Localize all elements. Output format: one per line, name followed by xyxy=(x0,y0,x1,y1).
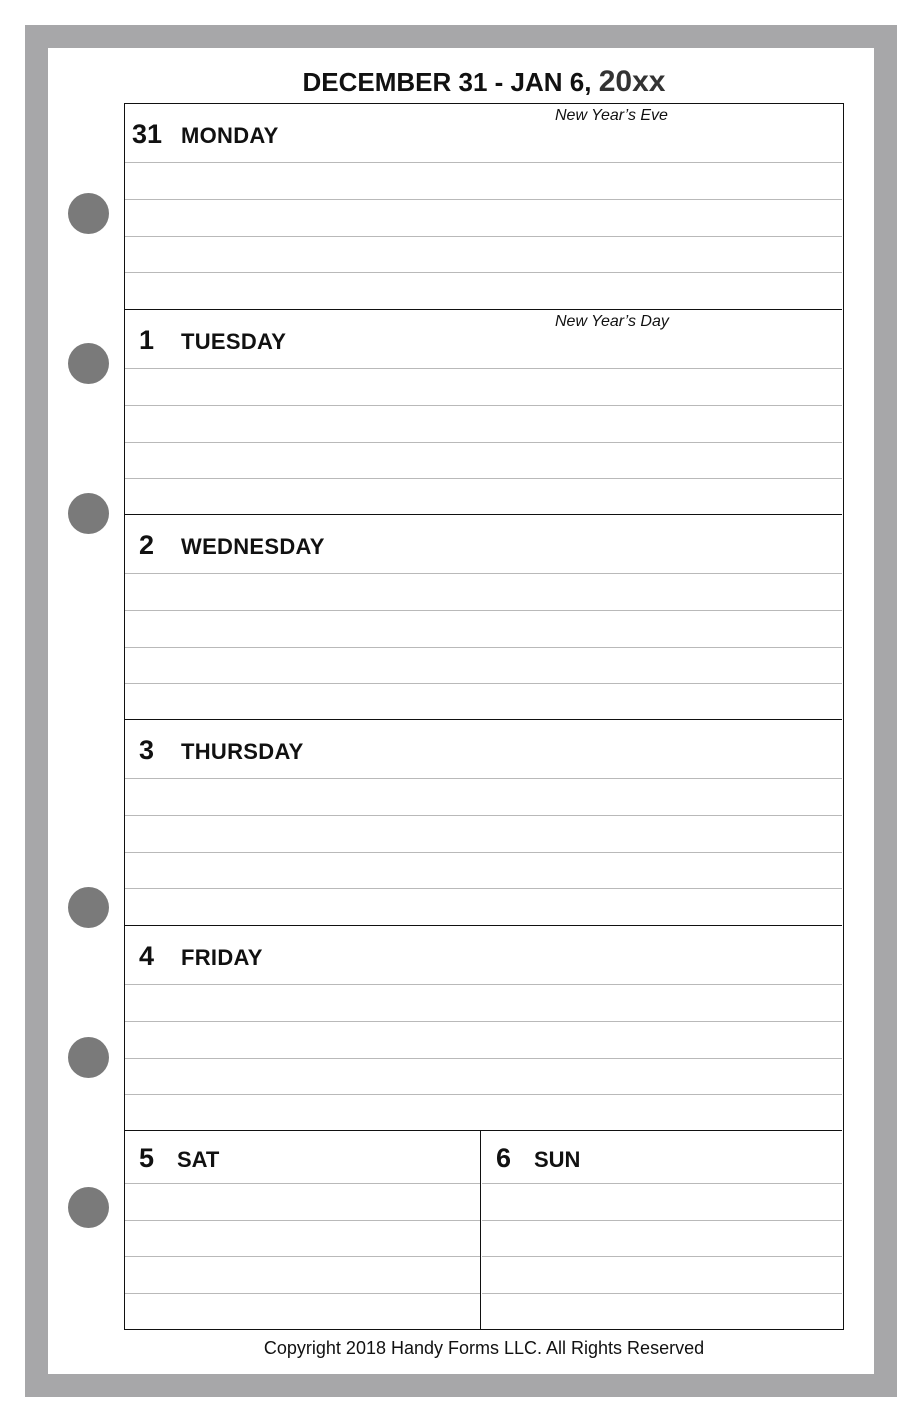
day-number: 2 xyxy=(139,530,155,560)
day-number: 1 xyxy=(139,325,155,355)
day-name: TUESDAY xyxy=(181,329,287,354)
writing-line[interactable] xyxy=(125,573,842,574)
binder-hole xyxy=(68,343,109,384)
weekend-block xyxy=(125,1130,842,1328)
writing-line[interactable] xyxy=(125,1256,480,1257)
day-block-thursday xyxy=(125,719,842,925)
writing-line[interactable] xyxy=(482,1183,842,1184)
day-header xyxy=(125,515,842,573)
writing-line[interactable] xyxy=(125,815,842,816)
day-header xyxy=(125,310,842,368)
page-title xyxy=(124,62,844,102)
day-block-wednesday xyxy=(125,514,842,719)
writing-line[interactable] xyxy=(125,984,842,985)
copyright-footer: Copyright 2018 Handy Forms LLC. All Rights Reserved xyxy=(263,1338,705,1358)
day-block-friday xyxy=(125,925,842,1130)
week-range: DECEMBER 31 - JAN 6, xyxy=(302,67,592,97)
writing-line[interactable] xyxy=(125,888,842,889)
holiday-label: New Year’s Eve xyxy=(555,107,668,124)
writing-line[interactable] xyxy=(125,236,842,237)
day-block-sunday xyxy=(482,1131,842,1329)
writing-line[interactable] xyxy=(125,1021,842,1022)
day-header xyxy=(125,926,842,984)
binder-hole xyxy=(68,1037,109,1078)
day-name: THURSDAY xyxy=(181,739,304,764)
day-number: 4 xyxy=(139,941,155,971)
writing-line[interactable] xyxy=(125,1094,842,1095)
writing-line[interactable] xyxy=(125,1058,842,1059)
day-name: MONDAY xyxy=(181,123,279,148)
writing-line[interactable] xyxy=(125,1220,480,1221)
writing-line[interactable] xyxy=(125,647,842,648)
day-number: 3 xyxy=(139,735,155,765)
writing-line[interactable] xyxy=(125,442,842,443)
day-number: 5 xyxy=(139,1143,155,1173)
writing-line[interactable] xyxy=(482,1220,842,1221)
writing-line[interactable] xyxy=(125,1183,480,1184)
day-number: 6 xyxy=(496,1143,512,1173)
day-block-saturday xyxy=(125,1131,481,1329)
binder-hole xyxy=(68,493,109,534)
writing-line[interactable] xyxy=(125,778,842,779)
day-name: SUN xyxy=(534,1147,581,1172)
holiday-label: New Year’s Day xyxy=(555,313,669,330)
binder-hole xyxy=(68,887,109,928)
writing-line[interactable] xyxy=(125,1293,480,1294)
day-number: 31 xyxy=(132,119,163,149)
week-year: 20xx xyxy=(598,65,666,98)
writing-line[interactable] xyxy=(125,272,842,273)
writing-line[interactable] xyxy=(482,1293,842,1294)
writing-line[interactable] xyxy=(125,368,842,369)
binder-hole xyxy=(68,1187,109,1228)
day-name: SAT xyxy=(177,1147,220,1172)
day-name: WEDNESDAY xyxy=(181,534,325,559)
writing-line[interactable] xyxy=(125,199,842,200)
day-header xyxy=(125,104,842,162)
writing-line[interactable] xyxy=(125,162,842,163)
writing-line[interactable] xyxy=(125,405,842,406)
binder-hole xyxy=(68,193,109,234)
week-grid xyxy=(124,103,844,1330)
day-header xyxy=(125,720,842,778)
writing-line[interactable] xyxy=(482,1256,842,1257)
writing-line[interactable] xyxy=(125,610,842,611)
day-name: FRIDAY xyxy=(181,945,263,970)
writing-line[interactable] xyxy=(125,852,842,853)
day-block-tuesday xyxy=(125,309,842,514)
writing-line[interactable] xyxy=(125,683,842,684)
writing-line[interactable] xyxy=(125,478,842,479)
day-block-monday xyxy=(125,104,842,309)
